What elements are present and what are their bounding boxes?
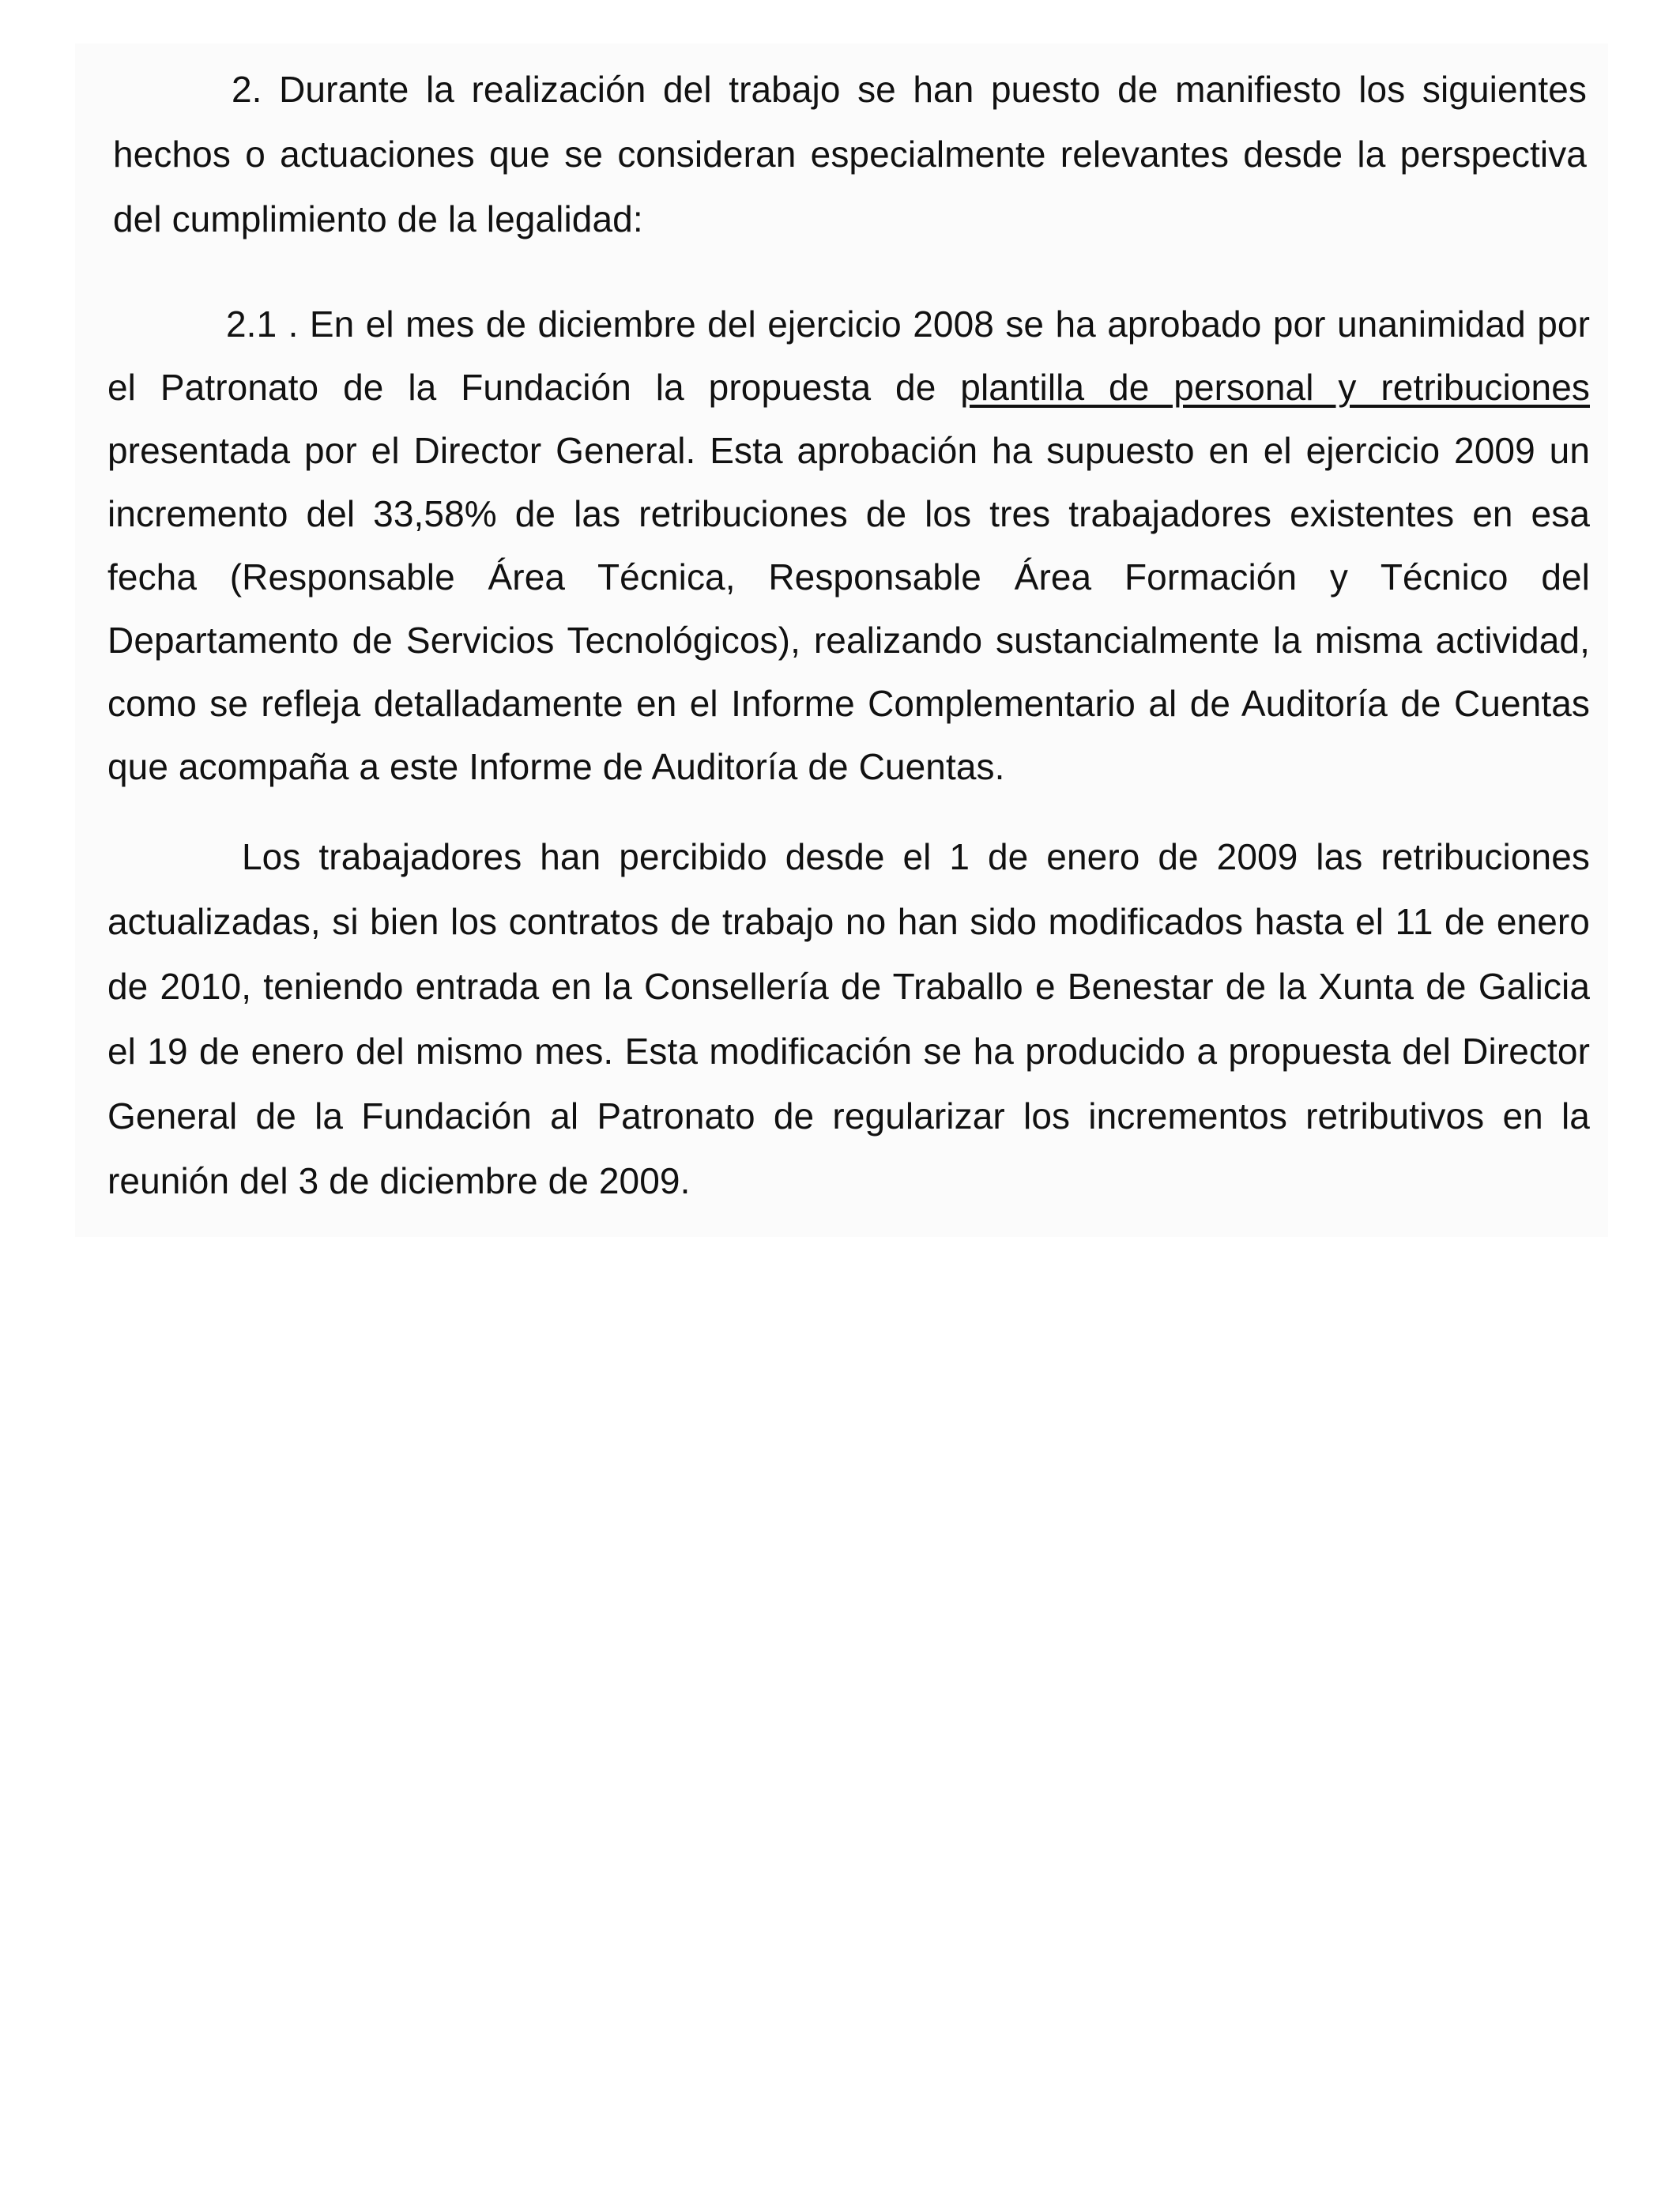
paragraph-2-1 xyxy=(107,292,1590,798)
underlined-phrase: plantilla de personal y retribuciones xyxy=(960,367,1590,408)
paragraph-trabajadores: Los trabajadores han percibido desde el 1 de enero de 2009 las retribuciones actualizadas, si bien los contratos de trabajo no han sido modificados hasta el 11 de enero de 2010, teniendo entrada en la Consellería de Traballo e Benestar de la Xunta de Galicia el 19 de enero del mismo mes. Esta modificación se ha producido a propuesta del Director General de la Fundación al Patronato de regularizar los incrementos retributivos en la reunión del 3 de diciembre de 2009. xyxy=(107,836,1590,1201)
paragraph-2-1-text-end: presentada por el Director General. Esta aprobación ha supuesto en el ejercicio 2009 un incremento del 33,58% de las retribuciones de los tres trabajadores existentes en esa fecha (Responsable Área Técnica, Responsable Área Formación y Técnico del Departamento de Servicios Tecnológicos), realizando sustancialmente la misma actividad, como se refleja detalladamente en el Informe Complementario al de Auditoría de Cuentas que acompaña a este Informe de Auditoría de Cuentas. xyxy=(107,430,1590,787)
paragraph-2-intro: 2. Durante la realización del trabajo se han puesto de manifiesto los siguientes hechos o actuaciones que se consideran especialmente relevantes desde la perspectiva del cumplimiento de la legalidad: xyxy=(113,69,1587,239)
paragraph-2-1-text-start: 2.1 . En el mes de diciembre del ejercicio 2008 se ha aprobado por unanimidad por el Patronato de la Fundación la propuesta de xyxy=(107,303,1590,408)
